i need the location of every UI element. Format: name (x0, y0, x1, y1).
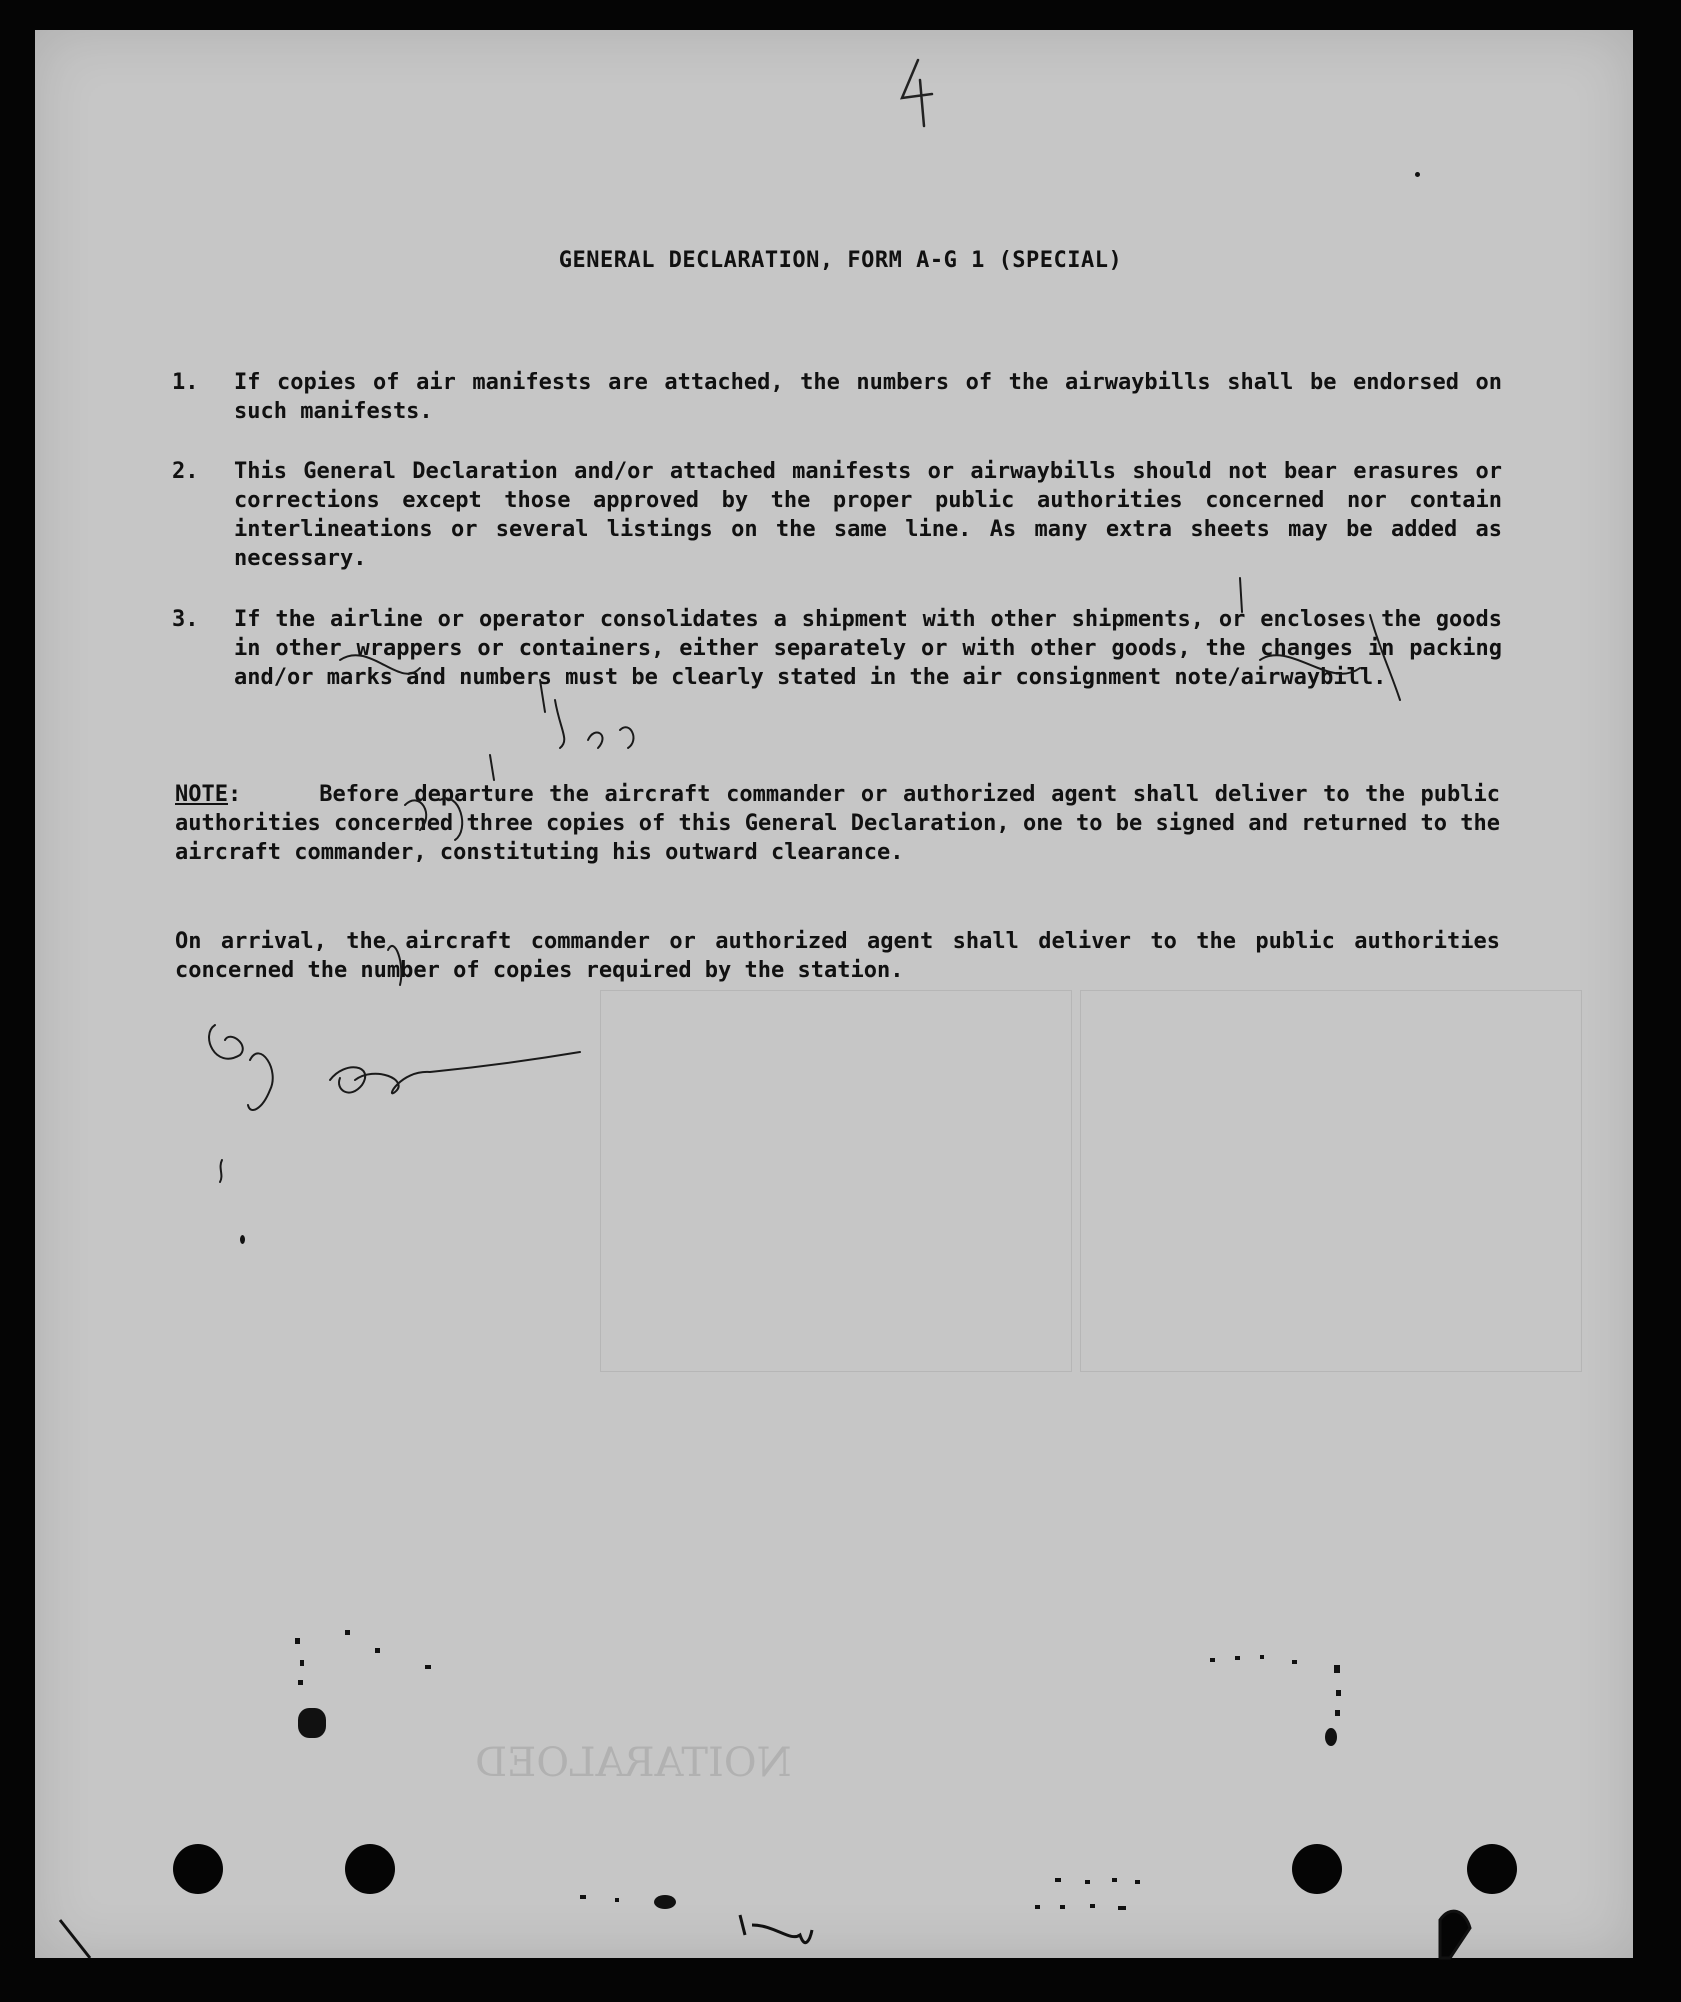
item-number: 2. (172, 459, 199, 484)
staple-mark (654, 1895, 676, 1909)
item-number: 3. (172, 607, 199, 632)
punch-hole (173, 1844, 223, 1894)
show-through-table (600, 990, 1072, 1372)
staple-mark (1325, 1728, 1337, 1746)
note-paragraph: NOTE: Before departure the aircraft commander or authorized agent shall deliver to the public authorities concerned three copies of this General Declaration, one to be signed and returned to the aircraft commander, constituting his outward clearance. (175, 782, 1500, 865)
ink-speck (240, 1235, 245, 1244)
item-text: If the airline or operator consolidates a shipment with other shipments, or encloses the goods in other wrappers or containers, either separately or with other goods, the changes in packing and/or marks and numbers must be clearly stated in the air consignment note/airwaybill. (234, 607, 1502, 690)
item-text: This General Declaration and/or attached manifests or airwaybills should not bear erasures or corrections except those approved by the proper public authorities concerned nor contain interlineations or several listings on the same line. As many extra sheets may be added as necessary. (234, 459, 1502, 571)
staple-mark (298, 1708, 326, 1738)
arrival-paragraph: On arrival, the aircraft commander or authorized agent shall deliver to the public authorities concerned the number of copies required by the station. (175, 929, 1500, 983)
punch-hole (1467, 1844, 1517, 1894)
ink-speck (1415, 172, 1420, 177)
handwritten-page-mark (880, 58, 940, 128)
note-text: Before departure the aircraft commander or authorized agent shall deliver to the public authorities concerned three copies of this General Declaration, one to be signed and returned to the aircraft commander, constituting his outward clearance. (175, 782, 1500, 865)
punch-hole (345, 1844, 395, 1894)
show-through-text: NOITARALOED (475, 1740, 792, 1786)
page-title: GENERAL DECLARATION, FORM A-G 1 (SPECIAL) (558, 248, 1123, 273)
document-page (35, 30, 1633, 1958)
note-label: NOTE (175, 782, 228, 807)
show-through-table-right (1080, 990, 1582, 1372)
item-text: If copies of air manifests are attached, the numbers of the airwaybills shall be endorsed on such manifests. (234, 370, 1502, 424)
punch-hole (1292, 1844, 1342, 1894)
item-number: 1. (172, 370, 199, 395)
